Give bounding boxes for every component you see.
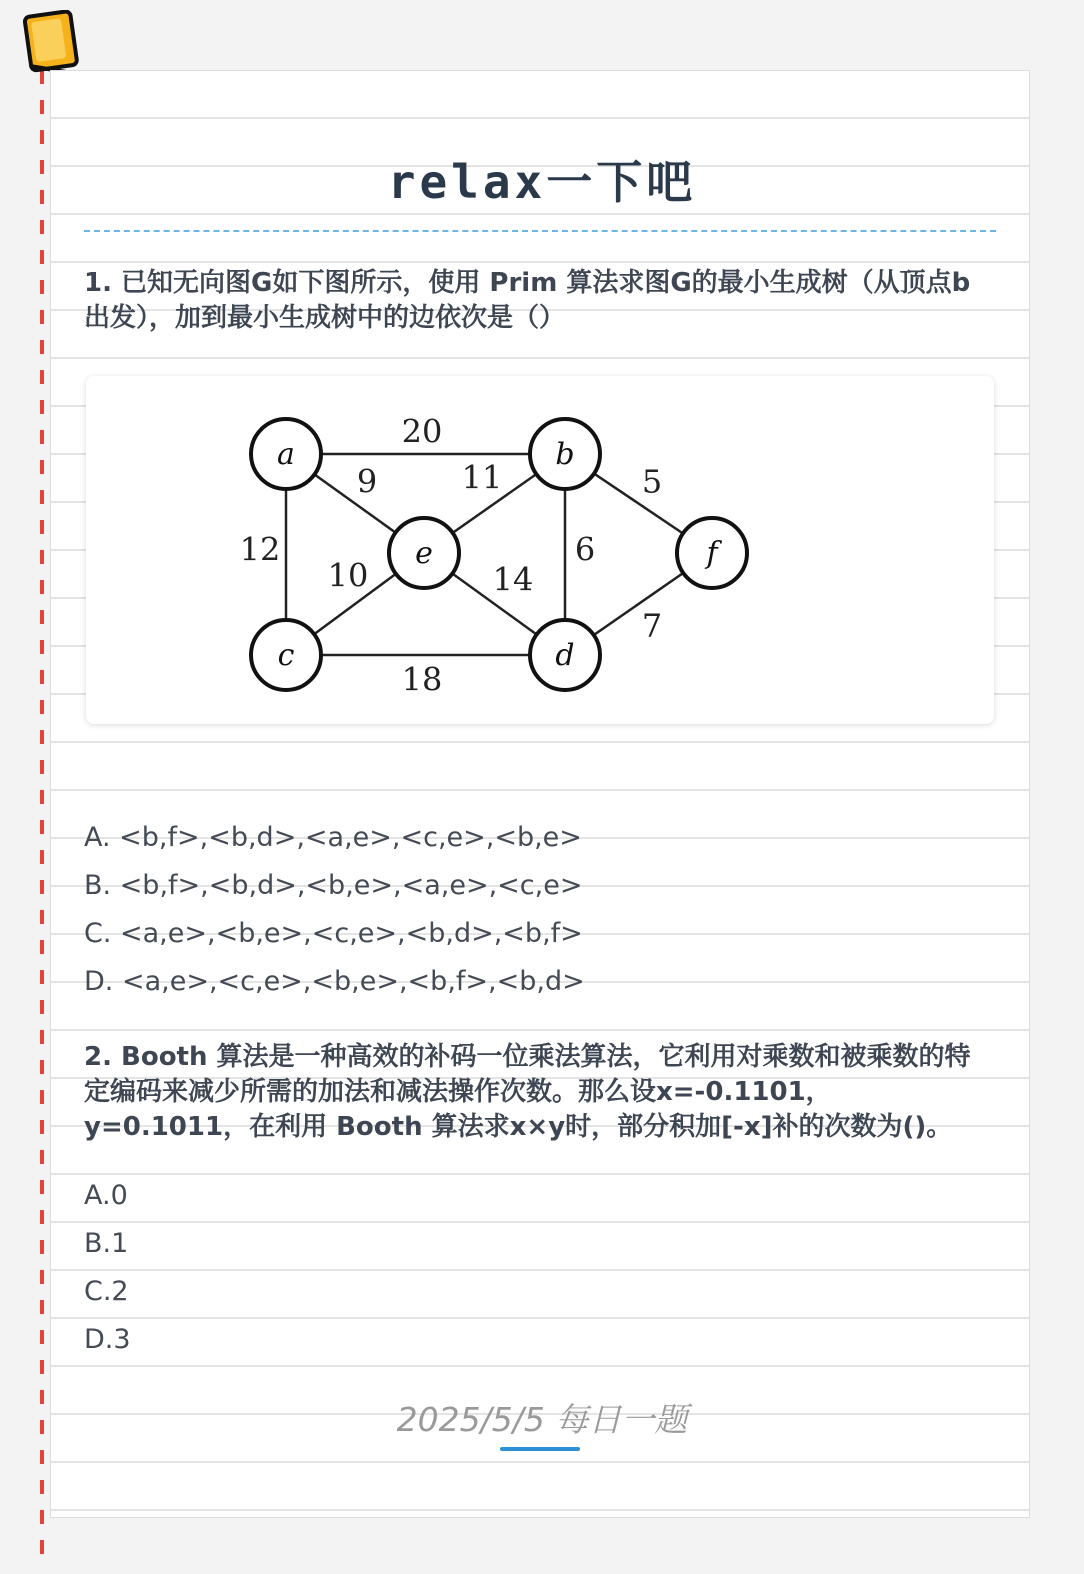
footer-accent-bar	[500, 1447, 580, 1451]
graph-figure	[86, 376, 994, 724]
question-2-option-a: A.0	[84, 1180, 128, 1211]
edge-weight-label: 6	[574, 530, 596, 569]
question-2-option-d: D.3	[84, 1324, 131, 1355]
edge-weight-label: 20	[401, 412, 443, 451]
page-title: relax一下吧	[387, 155, 697, 209]
edge-weight-label: 18	[401, 660, 443, 699]
edge-weight-label: 9	[356, 462, 378, 501]
margin-line	[40, 70, 44, 1570]
title-divider	[84, 230, 996, 232]
graph-node-label: f	[706, 536, 718, 571]
question-1-option-a: A. <b,f>,<b,d>,<a,e>,<c,e>,<b,e>	[84, 822, 582, 853]
graph-figure-card	[86, 376, 994, 724]
question-2-text: 2. Booth 算法是一种高效的补码一位乘法算法，它利用对乘数和被乘数的特定编码来减少所需的加法和减法操作次数。那么设x=-0.1101，y=0.1011，在利用 Booth 算法求x×y时，部分积加[-x]补的次数为()。	[84, 1042, 971, 1142]
notebook-icon	[20, 10, 80, 76]
edge-weight-label: 10	[327, 556, 369, 595]
graph-node-label: b	[555, 437, 575, 472]
edge-weight-label: 14	[492, 560, 534, 599]
question-1-text: 1. 已知无向图G如下图所示，使用 Prim 算法求图G的最小生成树（从顶点b出发），加到最小生成树中的边依次是（）	[84, 268, 971, 333]
footer-date: 2025/5/5 每日一题	[396, 1400, 688, 1439]
question-1-option-c: C. <a,e>,<b,e>,<c,e>,<b,d>,<b,f>	[84, 918, 583, 949]
graph-node-label: d	[555, 638, 575, 673]
edge-weight-label: 5	[641, 462, 663, 501]
graph-node-label: e	[415, 536, 433, 571]
graph-node-label: a	[277, 437, 295, 472]
question-2-option-c: C.2	[84, 1276, 129, 1307]
edge-weight-label: 11	[461, 458, 503, 497]
edge-weight-label: 12	[239, 530, 281, 569]
graph-node-label: c	[277, 638, 295, 673]
edge-weight-label: 7	[641, 606, 663, 645]
question-1-option-d: D. <a,e>,<c,e>,<b,e>,<b,f>,<b,d>	[84, 966, 585, 997]
question-1-option-b: B. <b,f>,<b,d>,<b,e>,<a,e>,<c,e>	[84, 870, 583, 901]
question-2-option-b: B.1	[84, 1228, 129, 1259]
